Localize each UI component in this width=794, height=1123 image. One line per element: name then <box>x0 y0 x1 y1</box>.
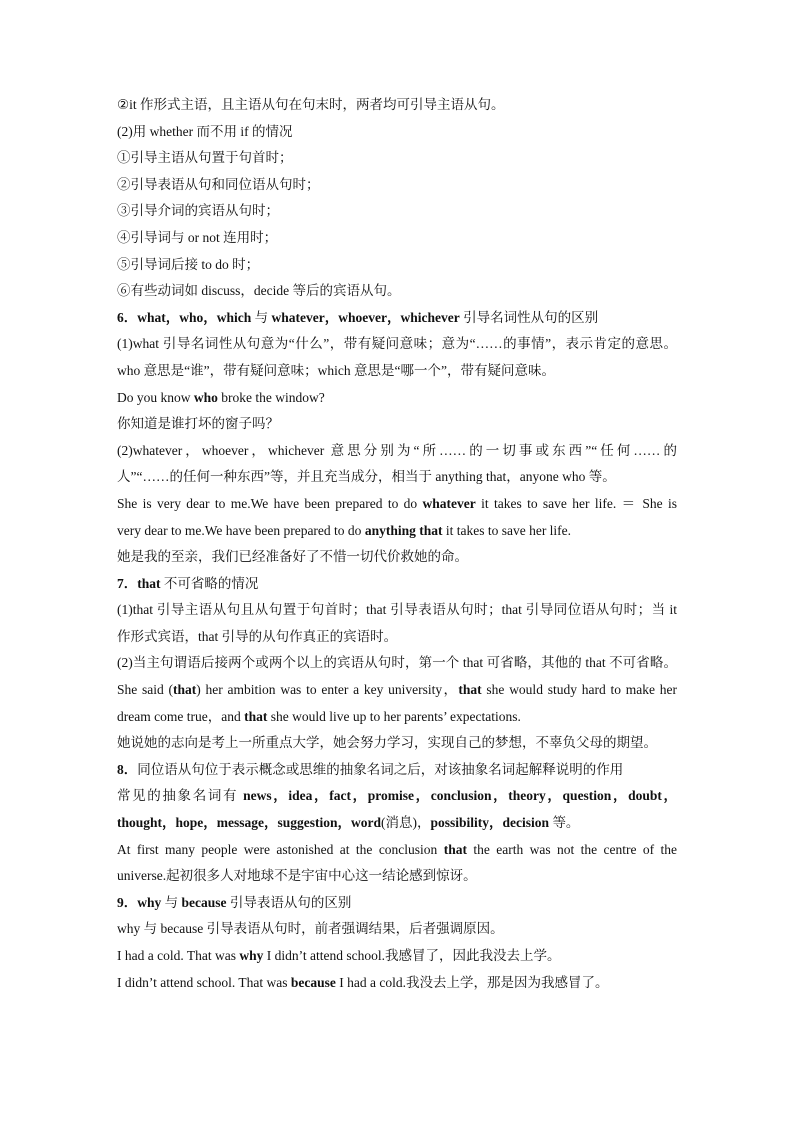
text-span: (消息)， <box>381 815 431 831</box>
text-line: (2)用 whether 而不用 if 的情况 <box>117 123 293 139</box>
text-line <box>117 810 677 837</box>
text-line: 人”“……的任何一种东西”等，并且充当成分，相当于 anything that，anyone who 等。 <box>117 469 616 485</box>
text-line: 她说她的志向是考上一所重点大学，她会努力学习，实现自己的梦想，不辜负父母的期望。 <box>117 735 657 751</box>
text-span: she would study hard to make her <box>481 682 677 698</box>
bold-text: that <box>458 682 482 698</box>
text-line: 你知道是谁打坏的窗子吗？ <box>117 416 279 432</box>
text-line <box>117 704 677 731</box>
text-span: broke the window? <box>217 389 325 405</box>
text-span: I had a cold.我没去上学，那是因为我感冒了。 <box>335 974 609 990</box>
text-line <box>117 970 677 997</box>
text-line <box>117 783 677 810</box>
text-line: ⑥有些动词如 discuss，decide 等后的宾语从句。 <box>117 283 401 299</box>
text-line: ④引导词与 or not 连用时； <box>117 229 278 245</box>
text-line <box>117 677 677 704</box>
text-line <box>117 837 677 864</box>
bold-text: what，who，which <box>137 309 252 325</box>
text-line <box>117 491 677 518</box>
bold-text: 7． <box>117 575 138 591</box>
text-line: (1)what 引导名词性从句意为“什么”，带有疑问意味；意为“……的事情”，表示肯定的意思。 <box>117 336 677 352</box>
text-span: the earth was not the centre of the <box>466 841 678 857</box>
bold-text: that <box>173 682 197 698</box>
text-span: She said ( <box>117 682 174 698</box>
text-line: (1)that 引导主语从句且从句置于句首时；that 引导表语从句时；that 引导同位语从句时；当 it <box>117 602 677 618</box>
text-line: ⑤引导词后接 to do 时； <box>117 256 260 272</box>
text-line: why 与 because 引导表语从句时，前者强调结果，后者强调原因。 <box>117 921 504 937</box>
bold-text: 8． <box>117 761 138 777</box>
bold-text: who <box>193 389 218 405</box>
bold-text: thought，hope，message，suggestion，word <box>117 815 382 831</box>
document-page <box>117 92 677 996</box>
text-span: At first many people were astonished at the conclusion <box>117 841 444 857</box>
section-heading <box>117 305 677 332</box>
bold-text: that <box>443 841 467 857</box>
bold-text: why <box>137 894 162 910</box>
text-line: ②it 作形式主语，且主语从句在句末时，两者均可引导主语从句。 <box>117 97 505 112</box>
text-span: Do you know <box>117 389 194 405</box>
text-span: She is very dear to me.We have been prepared to do <box>117 495 423 511</box>
text-line <box>117 385 677 412</box>
text-span: 等。 <box>549 815 580 831</box>
text-span: I had a cold. That was <box>117 948 240 963</box>
text-line <box>117 518 677 545</box>
text-span: it takes to save her life. ＝ She is <box>475 495 677 511</box>
text-span: I didn’t attend school. That was <box>117 974 291 990</box>
bold-text: news，idea，fact，promise，conclusion，theory，question，doubt， <box>243 788 678 804</box>
text-span: 引导名词性从句的区别 <box>459 309 599 325</box>
text-span: 与 <box>161 894 182 910</box>
bold-text: that <box>137 575 161 591</box>
text-line <box>117 943 677 970</box>
bold-text: 6． <box>117 309 138 325</box>
text-span: ) her ambition was to enter a key university， <box>196 682 459 698</box>
text-line: ②引导表语从句和同位语从句时； <box>117 176 320 192</box>
text-span: dream come true，and <box>117 708 245 724</box>
bold-text: whatever，whoever，whichever <box>271 309 460 325</box>
text-line: (2)whatever，whoever，whichever 意思分别为“所……的一切事或东西”“任何……的 <box>117 442 677 458</box>
section-heading <box>117 757 677 784</box>
bold-text: anything that <box>364 522 443 538</box>
text-span: she would live up to her parents’ expectations. <box>267 708 521 724</box>
text-line: ③引导介词的宾语从句时； <box>117 203 279 219</box>
text-span: very dear to me.We have been prepared to do <box>117 522 365 538</box>
text-line: universe.起初很多人对地球不是宇宙中心这一结论感到惊讶。 <box>117 868 477 884</box>
text-span: 不可省略的情况 <box>160 575 259 591</box>
bold-text: whatever <box>422 495 476 511</box>
bold-text: because <box>290 974 336 990</box>
text-line: (2)当主句谓语后接两个或两个以上的宾语从句时，第一个 that 可省略，其他的 that 不可省略。 <box>117 655 677 671</box>
bold-text: 9． <box>117 894 138 910</box>
text-span: 与 <box>251 309 272 325</box>
text-span: I didn’t attend school.我感冒了，因此我没去上学。 <box>263 948 561 963</box>
text-line: who 意思是“谁”，带有疑问意味；which 意思是“哪一个”，带有疑问意味。 <box>117 362 555 378</box>
bold-text: that <box>244 708 268 724</box>
text-span: 常见的抽象名词有 <box>117 788 244 804</box>
section-heading <box>117 890 677 917</box>
bold-text: possibility，decision <box>430 815 550 831</box>
text-line: 她是我的至亲，我们已经准备好了不惜一切代价救她的命。 <box>117 549 468 565</box>
bold-text: because <box>181 894 227 910</box>
text-span: 引导表语从句的区别 <box>226 894 352 910</box>
text-span: 同位语从句位于表示概念或思维的抽象名词之后，对该抽象名词起解释说明的作用 <box>137 761 624 777</box>
text-line: 作形式宾语，that 引导的从句作真正的宾语时。 <box>117 628 398 644</box>
text-line: ①引导主语从句置于句首时； <box>117 150 293 166</box>
bold-text: why <box>239 948 264 963</box>
text-span: it takes to save her life. <box>442 522 572 538</box>
section-heading <box>117 571 677 598</box>
